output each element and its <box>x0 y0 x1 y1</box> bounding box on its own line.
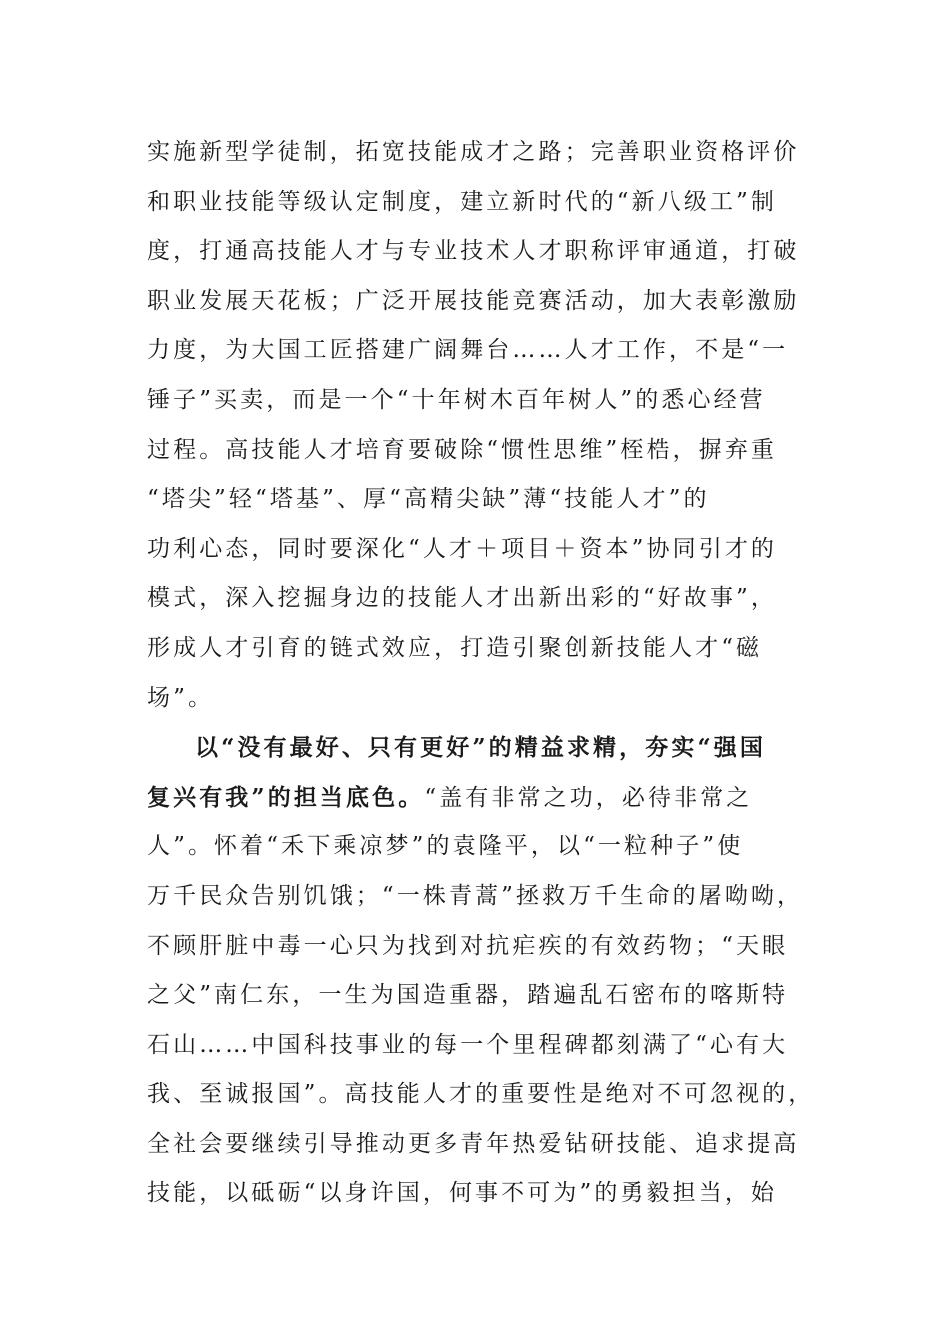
paragraph-1 <box>147 128 800 723</box>
text-line: 职业发展天花板；广泛开展技能竞赛活动，加大表彰激励 <box>147 287 800 314</box>
text-line: 不顾肝脏中毒一心只为找到对抗疟疾的有效药物；“天眼 <box>147 932 789 959</box>
paragraph-heading: 以“没有最好、只有更好”的精益求精，夯实“强国 <box>195 734 766 762</box>
text-line: 形成人才引育的链式效应，打造引聚创新技能人才“磁 <box>147 634 763 661</box>
text-line: 过程。高技能人才培育要破除“惯性思维”桎梏，摒弃重 <box>147 436 778 463</box>
text-line: 人”。怀着“禾下乘凉梦”的袁隆平，以“一粒种子”使 <box>147 833 744 860</box>
text-line: 我、至诚报国”。高技能人才的重要性是绝对不可忽视的， <box>147 1081 815 1108</box>
document-body <box>147 128 815 1219</box>
text-line: 之父”南仁东，一生为国造重器，踏遍乱石密布的喀斯特 <box>147 982 789 1009</box>
quote-start: “盖有非常之功，必待非常之 <box>424 784 753 811</box>
text-line: 万千民众告别饥饿；“一株青蒿”拯救万千生命的屠呦呦， <box>147 882 804 909</box>
paragraph-2 <box>147 723 815 1219</box>
text-line: 和职业技能等级认定制度，建立新时代的“新八级工”制 <box>147 188 778 215</box>
text-line: 实施新型学徒制，拓宽技能成才之路；完善职业资格评价 <box>147 139 800 165</box>
paragraph-heading-end: 复兴有我”的担当底色。 <box>147 783 425 811</box>
text-line: 模式，深入挖掘身边的技能人才出新出彩的“好故事”， <box>147 585 778 612</box>
text-line: 功利心态，同时要深化“人才＋项目＋资本”协同引才的 <box>147 535 778 562</box>
text-line: 力度，为大国工匠搭建广阔舞台……人才工作，不是“一 <box>147 337 789 364</box>
text-line: 石山……中国科技事业的每一个里程碑都刻满了“心有大 <box>147 1031 789 1058</box>
text-line: “塔尖”轻“塔基”、厚“高精尖缺”薄“技能人才”的 <box>147 486 710 513</box>
text-line: 全社会要继续引导推动更多青年热爱钻研技能、追求提高 <box>147 1130 800 1157</box>
text-line: 锤子”买卖，而是一个“十年树木百年树人”的悉心经营 <box>147 386 766 413</box>
text-line: 技能，以砥砺“以身许国，何事不可为”的勇毅担当，始 <box>147 1180 778 1207</box>
text-line: 度，打通高技能人才与专业技术人才职称评审通道，打破 <box>147 238 800 265</box>
text-line-mixed <box>147 773 797 823</box>
text-line: 场”。 <box>147 684 215 711</box>
